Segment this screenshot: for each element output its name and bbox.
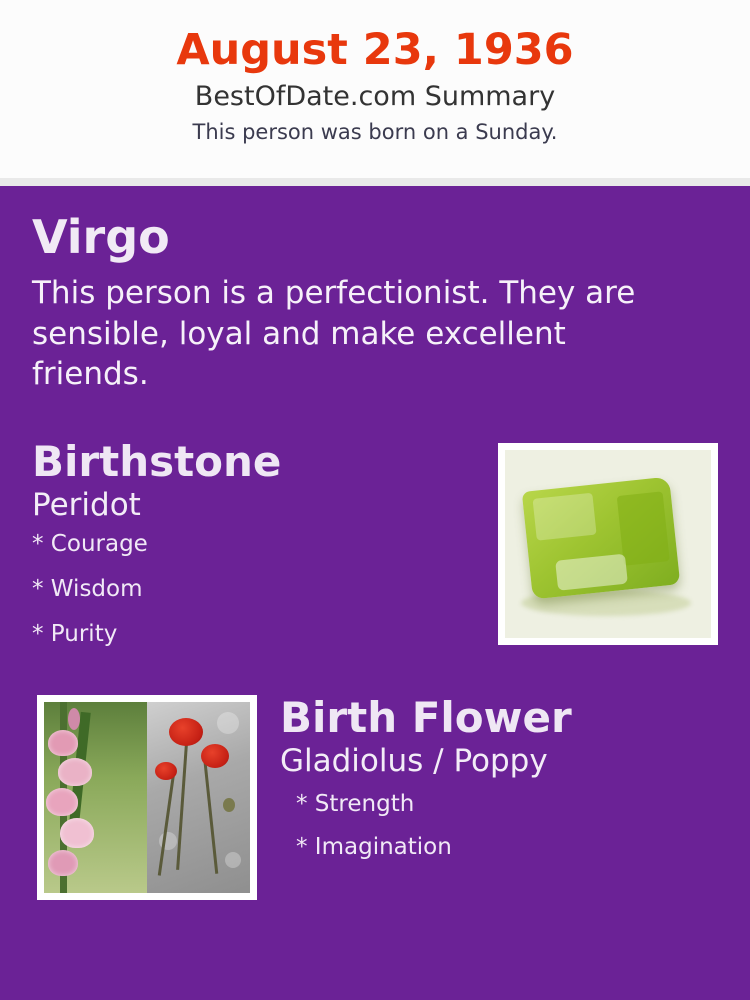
bokeh-light: [217, 712, 239, 734]
birthstone-title: Birthstone: [32, 437, 282, 487]
page-title: August 23, 1936: [176, 25, 574, 75]
poppy-stem: [158, 773, 175, 876]
birth-flower-attribute: * Strength: [296, 791, 415, 818]
born-day-text: This person was born on a Sunday.: [192, 119, 558, 144]
poppy-bud: [223, 798, 235, 812]
birthstone-image: [498, 443, 718, 645]
gladiolus-photo-half: [44, 702, 147, 893]
gladiolus-bloom: [48, 850, 78, 876]
birthstone-attribute: * Purity: [32, 621, 118, 648]
site-summary-label: BestOfDate.com Summary: [194, 81, 556, 113]
birth-flower-title: Birth Flower: [280, 693, 572, 743]
bokeh-light: [225, 852, 241, 868]
gladiolus-bloom: [58, 758, 92, 786]
card-header: [0, 0, 750, 178]
zodiac-description: This person is a perfectionist. They are sensible, loyal and make excellent friends.: [32, 274, 636, 393]
birthstone-attribute: * Courage: [32, 531, 148, 558]
birth-flower-text: [280, 695, 718, 859]
peridot-gem-icon: [522, 477, 680, 600]
gladiolus-bloom: [60, 818, 94, 848]
birthstone-attribute: * Wisdom: [32, 576, 143, 603]
birthstone-name: Peridot: [32, 486, 141, 523]
poppy-flower: [169, 718, 203, 746]
birth-flower-attributes: [280, 793, 718, 859]
gem-facet: [617, 492, 670, 566]
poppy-stem: [203, 754, 219, 874]
birth-flower-attribute: * Imagination: [296, 834, 452, 861]
birth-flower-name: Gladiolus / Poppy: [280, 742, 548, 779]
gladiolus-bloom: [46, 788, 78, 816]
birth-flower-image: [37, 695, 257, 900]
poppy-photo-half: [147, 702, 250, 893]
birth-flower-image-inner: [44, 702, 250, 893]
poppy-flower: [201, 744, 229, 768]
gem-facet: [533, 493, 597, 541]
details-panel: [0, 186, 750, 1000]
gladiolus-bloom: [48, 730, 78, 756]
birthstone-image-inner: [505, 450, 711, 638]
gem-facet: [555, 554, 628, 591]
zodiac-sign-name: Virgo: [32, 210, 170, 264]
poppy-stem: [176, 730, 189, 870]
birth-flower-section: [32, 695, 718, 905]
birthstone-section: [32, 439, 718, 669]
header-divider: [0, 178, 750, 186]
